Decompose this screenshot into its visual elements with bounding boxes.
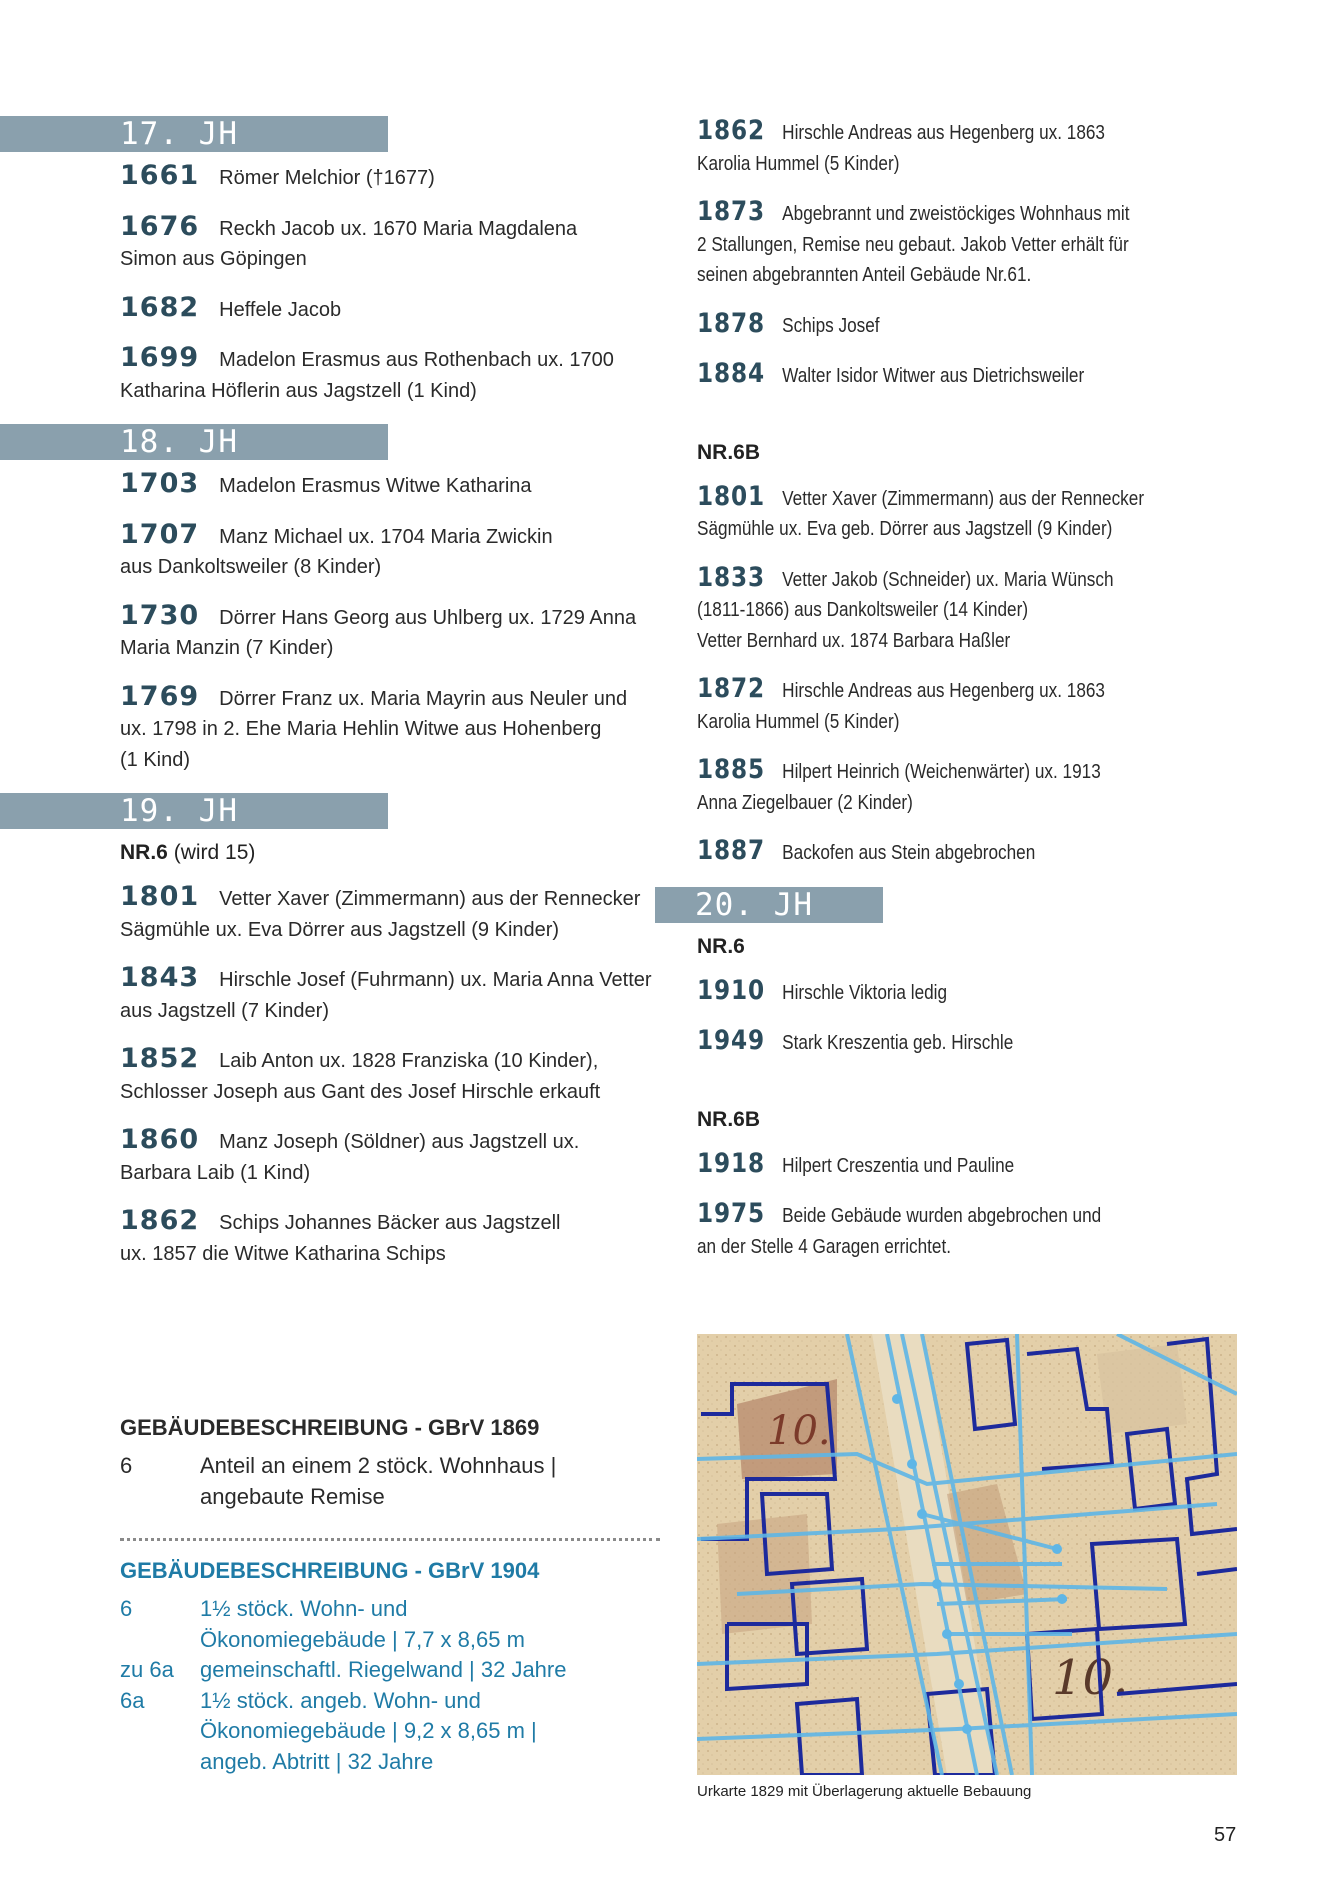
entry-text: Schips Josef	[782, 314, 880, 337]
entry-text-line2: 2 Stallungen, Remise neu gebaut. Jakob Vetter erhält für	[697, 233, 1129, 256]
entry-text-line2: Sägmühle ux. Eva geb. Dörrer aus Jagstzell (9 Kinder)	[697, 518, 1113, 540]
chronicle-entry	[697, 563, 1171, 657]
chronicle-entry	[697, 482, 1171, 545]
entry-text: Stark Kreszentia geb. Hirschle	[782, 1032, 1014, 1054]
chronicle-entry	[120, 601, 654, 664]
dotted-divider	[120, 1538, 660, 1541]
chronicle-entry	[697, 755, 1171, 818]
entry-text-line2: an der Stelle 4 Garagen errichtet.	[697, 1235, 952, 1258]
entry-text-line2: Simon aus Göpingen	[120, 248, 307, 270]
entry-year: 1887	[697, 835, 765, 866]
chronicle-entry	[120, 161, 654, 194]
entry-wrap	[0, 682, 660, 776]
entry-text: Dörrer Franz ux. Maria Mayrin aus Neuler und	[219, 687, 628, 710]
chronicle-entry	[697, 359, 1171, 392]
entry-wrap	[0, 212, 660, 275]
entry-text-line3: (1 Kind)	[120, 748, 191, 771]
description-line: angebaute Remise	[200, 1483, 385, 1509]
entry-text-line2: Anna Ziegelbauer (2 Kinder)	[697, 791, 913, 814]
entry-year: 1801	[697, 480, 765, 512]
entry-wrap	[0, 1044, 660, 1107]
building-description	[200, 1655, 660, 1686]
entry-text: Hilpert Heinrich (Weichenwärter) ux. 1913	[782, 761, 1101, 783]
entry-wrap	[0, 963, 660, 1026]
entry-wrap	[0, 343, 660, 406]
century-heading: 18. JH	[0, 424, 388, 460]
map-label-10-b: 10.	[1052, 1650, 1129, 1706]
entry-text: Laib Anton ux. 1828 Franziska (10 Kinder),	[219, 1050, 599, 1072]
entry-wrap	[655, 116, 1255, 179]
entry-year: 1843	[120, 962, 200, 993]
entry-text: Madelon Erasmus Witwe Katharina	[219, 475, 532, 497]
entry-wrap	[655, 482, 1255, 545]
entry-text-line3: seinen abgebrannten Anteil Gebäude Nr.61.	[697, 264, 1032, 286]
entry-year: 1918	[697, 1147, 765, 1179]
description-row	[120, 1594, 660, 1655]
building-description	[200, 1594, 660, 1655]
house-number: NR.6	[120, 841, 168, 864]
entry-text: Hilpert Creszentia und Pauline	[782, 1154, 1015, 1177]
chronicle-entry	[120, 963, 654, 1026]
chronicle-entry	[697, 197, 1171, 291]
description-line: Ökonomiegebäude | 9,2 x 8,65 m |	[200, 1718, 537, 1743]
entry-year: 1949	[697, 1025, 765, 1056]
description-line: Ökonomiegebäude | 7,7 x 8,65 m	[200, 1626, 525, 1652]
entry-year: 1975	[697, 1198, 765, 1229]
entry-year: 1860	[120, 1124, 200, 1155]
entry-year: 1872	[697, 673, 765, 704]
chronicle-entry	[120, 212, 654, 275]
subheading-wrap	[655, 932, 1255, 962]
entry-year: 1878	[697, 307, 765, 339]
entry-wrap	[0, 882, 660, 945]
house-number-heading	[120, 838, 654, 868]
gb1904-title: GEBÄUDEBESCHREIBUNG - GBrV 1904	[120, 1558, 540, 1583]
entry-year: 1707	[120, 518, 200, 550]
description-line: Anteil an einem 2 stöck. Wohnhaus |	[200, 1453, 557, 1478]
entry-wrap	[0, 469, 660, 502]
entry-year: 1730	[120, 599, 200, 631]
entry-text: Vetter Xaver (Zimmermann) aus der Rennecker	[219, 888, 641, 910]
entry-year: 1682	[120, 291, 200, 323]
entry-text: Backofen aus Stein abgebrochen	[782, 842, 1036, 864]
century-heading: 17. JH	[0, 116, 388, 152]
entry-text-line2: Schlosser Joseph aus Gant des Josef Hirschle erkauft	[120, 1080, 601, 1103]
chronicle-entry	[120, 469, 654, 502]
left-column	[0, 116, 660, 1287]
building-description-1904	[120, 1556, 660, 1777]
description-line: angeb. Abtritt | 32 Jahre	[200, 1748, 434, 1774]
entry-wrap	[0, 1125, 660, 1188]
entry-wrap	[0, 1206, 660, 1269]
century-heading: 19. JH	[0, 793, 388, 829]
house-number: NR.6B	[697, 1107, 761, 1131]
entry-text-line2: Sägmühle ux. Eva Dörrer aus Jagstzell (9 Kinder)	[120, 918, 560, 941]
chronicle-entry	[120, 1044, 654, 1107]
entry-wrap	[0, 161, 660, 194]
chronicle-entry	[697, 309, 1171, 342]
entry-year: 1873	[697, 196, 765, 227]
description-row	[120, 1451, 660, 1512]
entry-year: 1862	[697, 115, 765, 146]
subheading-wrap	[0, 838, 660, 868]
entry-text: Madelon Erasmus aus Rothenbach ux. 1700	[219, 349, 614, 371]
entry-wrap	[655, 836, 1255, 869]
entry-text: Heffele Jacob	[219, 298, 342, 321]
house-number-note: (wird 15)	[173, 841, 256, 864]
entry-wrap	[0, 293, 660, 326]
description-line: 1½ stöck. Wohn- und	[200, 1596, 408, 1621]
entry-text-line2: Karolia Hummel (5 Kinder)	[697, 710, 900, 733]
entry-text: Römer Melchior (†1677)	[219, 167, 435, 189]
entry-wrap	[0, 601, 660, 664]
building-description	[200, 1451, 660, 1512]
entry-wrap	[655, 755, 1255, 818]
entry-text-line2: Maria Manzin (7 Kinder)	[120, 637, 334, 659]
entry-text: Abgebrannt und zweistöckiges Wohnhaus mit	[782, 203, 1130, 225]
building-number: zu 6a	[120, 1657, 174, 1682]
entry-year: 1769	[120, 680, 200, 712]
entry-text: Schips Johannes Bäcker aus Jagstzell	[219, 1212, 561, 1234]
chronicle-entry	[120, 1125, 654, 1188]
historic-map-image	[697, 1334, 1237, 1775]
right-column	[655, 116, 1255, 1280]
chronicle-entry	[697, 116, 1171, 179]
chronicle-entry	[697, 1199, 1171, 1262]
house-number: NR.6B	[697, 440, 761, 464]
entry-text-line2: Katharina Höflerin aus Jagstzell (1 Kind)	[120, 379, 477, 402]
subheading-wrap	[655, 438, 1255, 468]
subheading-wrap	[655, 1105, 1255, 1135]
spacer	[655, 410, 1255, 438]
entry-text: Vetter Jakob (Schneider) ux. Maria Wünsch	[782, 568, 1114, 591]
chronicle-entry	[120, 293, 654, 326]
entry-text-line2: aus Dankoltsweiler (8 Kinder)	[120, 556, 382, 578]
entry-year: 1699	[120, 342, 200, 373]
entry-text: Walter Isidor Witwer aus Dietrichsweiler	[782, 365, 1085, 387]
entry-text: Dörrer Hans Georg aus Uhlberg ux. 1729 Anna	[219, 606, 637, 629]
chronicle-entry	[120, 343, 654, 406]
entry-text-line2: aus Jagstzell (7 Kinder)	[120, 999, 329, 1022]
entry-wrap	[655, 976, 1255, 1009]
house-number-heading	[697, 438, 1249, 468]
entry-text: Hirschle Andreas aus Hegenberg ux. 1863	[782, 680, 1105, 702]
map-caption: Urkarte 1829 mit Überlagerung aktuelle Bebauung	[697, 1783, 1032, 1800]
century-heading: 20. JH	[655, 887, 883, 923]
building-description	[200, 1686, 660, 1778]
entry-text: Hirschle Andreas aus Hegenberg ux. 1863	[782, 122, 1105, 144]
entry-wrap	[655, 197, 1255, 291]
entry-year: 1910	[697, 974, 765, 1006]
entry-wrap	[655, 1149, 1255, 1182]
chronicle-entry	[120, 682, 654, 776]
entry-text: Vetter Xaver (Zimmermann) aus der Rennecker	[782, 487, 1145, 510]
description-row	[120, 1655, 660, 1686]
entry-text-line2: Karolia Hummel (5 Kinder)	[697, 152, 900, 175]
entry-text: Manz Michael ux. 1704 Maria Zwickin	[219, 525, 553, 548]
entry-text: Manz Joseph (Söldner) aus Jagstzell ux.	[219, 1131, 580, 1153]
entry-wrap	[0, 520, 660, 583]
building-number: 6	[120, 1596, 133, 1621]
entry-year: 1833	[697, 561, 765, 593]
house-number: NR.6	[697, 934, 745, 958]
entry-year: 1862	[120, 1205, 200, 1236]
entry-text: Reckh Jacob ux. 1670 Maria Magdalena	[219, 217, 578, 240]
chronicle-entry	[697, 1149, 1171, 1182]
gb1869-title: GEBÄUDEBESCHREIBUNG - GBrV 1869	[120, 1415, 540, 1440]
building-description-1869	[120, 1413, 660, 1512]
entry-text: Beide Gebäude wurden abgebrochen und	[782, 1205, 1102, 1227]
chronicle-entry	[697, 976, 1171, 1009]
entry-text: Hirschle Viktoria ledig	[782, 981, 948, 1004]
chronicle-entry	[120, 1206, 654, 1269]
entry-text-line3: Vetter Bernhard ux. 1874 Barbara Haßler	[697, 629, 1011, 652]
description-line: gemeinschaftl. Riegelwand | 32 Jahre	[200, 1657, 567, 1682]
chronicle-entry	[697, 1026, 1171, 1059]
entry-year: 1852	[120, 1043, 200, 1074]
entry-year: 1703	[120, 468, 200, 499]
description-row	[120, 1686, 660, 1778]
entry-wrap	[655, 1026, 1255, 1059]
page-number: 57	[1214, 1824, 1237, 1846]
entry-wrap	[655, 309, 1255, 342]
chronicle-entry	[120, 882, 654, 945]
description-line: 1½ stöck. angeb. Wohn- und	[200, 1687, 481, 1713]
chronicle-entry	[697, 836, 1171, 869]
entry-wrap	[655, 359, 1255, 392]
building-number: 6	[120, 1453, 133, 1478]
house-number-heading	[697, 932, 1249, 962]
chronicle-entry	[120, 520, 654, 583]
entry-text-line2: (1811-1866) aus Dankoltsweiler (14 Kinder)	[697, 599, 1029, 621]
map-label-10-a: 10.	[767, 1408, 831, 1454]
entry-text: Hirschle Josef (Fuhrmann) ux. Maria Anna Vetter	[219, 969, 652, 991]
entry-text-line2: ux. 1857 die Witwe Katharina Schips	[120, 1242, 446, 1265]
spacer	[655, 1077, 1255, 1105]
entry-year: 1885	[697, 754, 765, 785]
chronicle-entry	[697, 674, 1171, 737]
entry-year: 1676	[120, 210, 200, 242]
entry-year: 1884	[697, 358, 765, 389]
entry-wrap	[655, 674, 1255, 737]
entry-wrap	[655, 1199, 1255, 1262]
building-number: 6a	[120, 1687, 145, 1713]
entry-wrap	[655, 563, 1255, 657]
entry-year: 1801	[120, 881, 200, 912]
house-number-heading	[697, 1105, 1249, 1135]
entry-text-line2: ux. 1798 in 2. Ehe Maria Hehlin Witwe aus Hohenberg	[120, 718, 602, 740]
entry-year: 1661	[120, 160, 200, 191]
entry-text-line2: Barbara Laib (1 Kind)	[120, 1161, 311, 1184]
